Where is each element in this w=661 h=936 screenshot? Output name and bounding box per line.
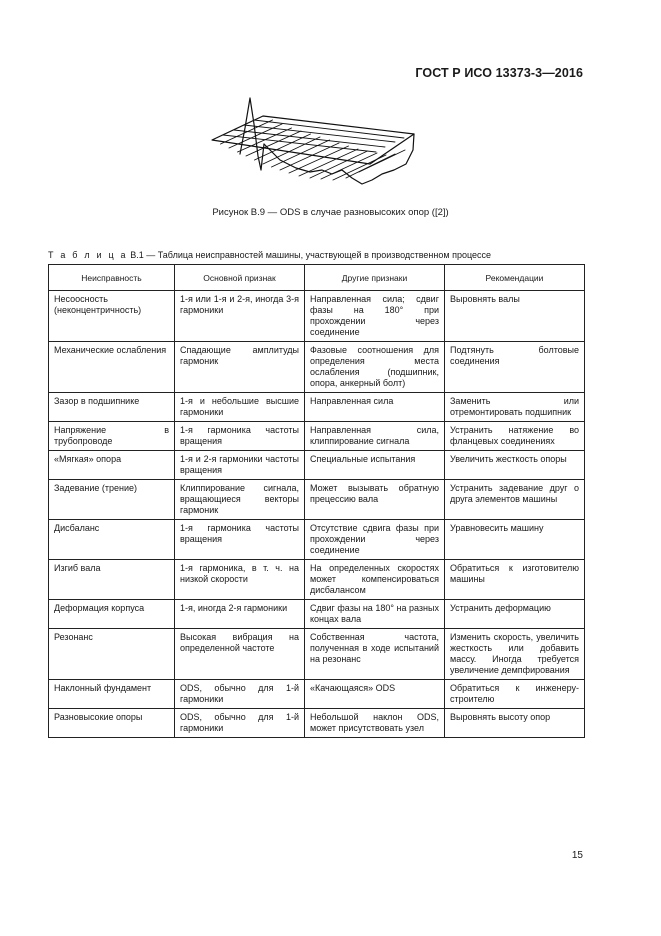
other-signs-cell: Направленная сила, клиппирование сигнала	[305, 422, 445, 451]
table-row	[49, 480, 585, 520]
table-row	[49, 393, 585, 422]
page-number: 15	[571, 850, 583, 861]
other-signs-cell: Отсутствие сдвига фазы при прохождении через соединение	[305, 520, 445, 560]
table-row	[49, 291, 585, 342]
recommendation-cell: Подтянуть болтовые соединения	[445, 342, 585, 393]
table-title	[48, 250, 491, 260]
table-row	[49, 600, 585, 629]
figure-caption: Рисунок B.9 — ODS в случае разновысоких опор ([2])	[212, 207, 449, 218]
fault-cell: Напряжение в трубопроводе	[49, 422, 175, 451]
main-sign-cell: 1-я гармоника частоты вращения	[175, 520, 305, 560]
recommendation-cell: Заменить или отремонтировать подшипник	[445, 393, 585, 422]
other-signs-cell: Сдвиг фазы на 180° на разных концах вала	[305, 600, 445, 629]
main-sign-cell: 1-я или 1-я и 2-я, иногда 3-я гармоники	[175, 291, 305, 342]
col-header-fault: Неисправность	[49, 265, 175, 291]
recommendation-cell: Выровнять высоту опор	[445, 709, 585, 738]
fault-cell: Задевание (трение)	[49, 480, 175, 520]
fault-cell: Деформация корпуса	[49, 600, 175, 629]
table-row	[49, 520, 585, 560]
fault-cell: Изгиб вала	[49, 560, 175, 600]
recommendation-cell: Выровнять валы	[445, 291, 585, 342]
table-header-row	[49, 265, 585, 291]
ods-figure	[200, 94, 430, 194]
other-signs-cell: Может вызывать обратную прецессию вала	[305, 480, 445, 520]
table-row	[49, 342, 585, 393]
fault-cell: Зазор в подшипнике	[49, 393, 175, 422]
main-sign-cell: ODS, обычно для 1-й гармоники	[175, 709, 305, 738]
recommendation-cell: Устранить деформацию	[445, 600, 585, 629]
recommendation-cell: Устранить задевание друг о друга элементов машины	[445, 480, 585, 520]
table-title-prefix: Т а б л и ц а	[48, 250, 128, 260]
document-code: ГОСТ Р ИСО 13373-3—2016	[415, 66, 583, 80]
main-sign-cell: Высокая вибрация на определенной частоте	[175, 629, 305, 680]
table-row	[49, 560, 585, 600]
main-sign-cell: 1-я и небольшие высшие гармоники	[175, 393, 305, 422]
main-sign-cell: 1-я и 2-я гармоники частоты вращения	[175, 451, 305, 480]
recommendation-cell: Увеличить жесткость опоры	[445, 451, 585, 480]
other-signs-cell: На определенных скоростях может компенсироваться дисбалансом	[305, 560, 445, 600]
table-title-text: В.1 — Таблица неисправностей машины, участвующей в производственном процессе	[127, 250, 492, 260]
main-sign-cell: Клиппирование сигнала, вращающиеся векторы гармоник	[175, 480, 305, 520]
main-sign-cell: ODS, обычно для 1-й гармоники	[175, 680, 305, 709]
table-row	[49, 680, 585, 709]
other-signs-cell: «Качающаяся» ODS	[305, 680, 445, 709]
faults-table	[48, 264, 585, 738]
main-sign-cell: 1-я гармоника, в т. ч. на низкой скорости	[175, 560, 305, 600]
recommendation-cell: Изменить скорость, увеличить жесткость или добавить массу. Иногда требуется увеличение демпфирования	[445, 629, 585, 680]
fault-cell: Разновысокие опоры	[49, 709, 175, 738]
fault-cell: Наклонный фундамент	[49, 680, 175, 709]
recommendation-cell: Устранить натяжение во фланцевых соединениях	[445, 422, 585, 451]
table-row	[49, 629, 585, 680]
recommendation-cell: Обратиться к инженеру-строителю	[445, 680, 585, 709]
table-row	[49, 451, 585, 480]
fault-cell: «Мягкая» опора	[49, 451, 175, 480]
other-signs-cell: Направленная сила; сдвиг фазы на 180° при прохождении через соединение	[305, 291, 445, 342]
main-sign-cell: 1-я, иногда 2-я гармоники	[175, 600, 305, 629]
col-header-other-signs: Другие признаки	[305, 265, 445, 291]
other-signs-cell: Собственная частота, полученная в ходе испытаний на резонанс	[305, 629, 445, 680]
table-row	[49, 422, 585, 451]
fault-cell: Дисбаланс	[49, 520, 175, 560]
col-header-recommendations: Рекомендации	[445, 265, 585, 291]
fault-cell: Резонанс	[49, 629, 175, 680]
main-sign-cell: Спадающие амплитуды гармоник	[175, 342, 305, 393]
recommendation-cell: Уравновесить машину	[445, 520, 585, 560]
main-sign-cell: 1-я гармоника частоты вращения	[175, 422, 305, 451]
fault-cell: Механические ослабления	[49, 342, 175, 393]
other-signs-cell: Направленная сила	[305, 393, 445, 422]
table-row	[49, 709, 585, 738]
fault-cell: Несоосность (неконцентричность)	[49, 291, 175, 342]
other-signs-cell: Фазовые соотношения для определения места ослабления (подшипник, опора, анкерный болт)	[305, 342, 445, 393]
other-signs-cell: Специальные испытания	[305, 451, 445, 480]
other-signs-cell: Небольшой наклон ODS, может присутствовать узел	[305, 709, 445, 738]
recommendation-cell: Обратиться к изготовителю машины	[445, 560, 585, 600]
col-header-main-sign: Основной признак	[175, 265, 305, 291]
